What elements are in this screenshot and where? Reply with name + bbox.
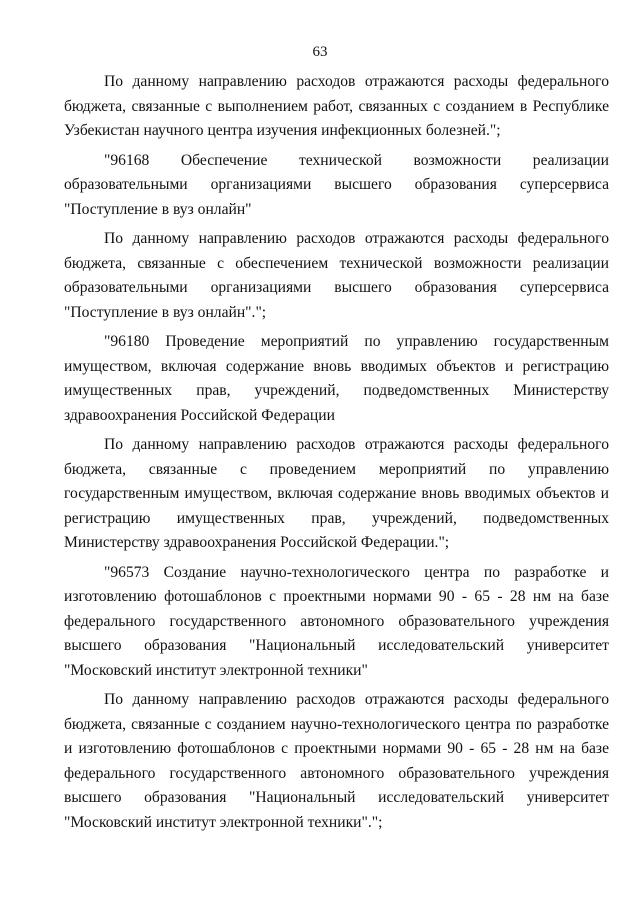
paragraph-3: По данному направлению расходов отражаются расходы федерального бюджета, связанные с обеспечением технической возможности реализации образовательными организациями высшего образования суперсервиса "Поступление в вуз онлайн"."; <box>64 230 609 321</box>
paragraph-7: По данному направлению расходов отражаются расходы федерального бюджета, связанные с созданием научно-технологического центра по разработке и изготовлению фотошаблонов с проектными нормами 90 - 65 - 28 нм на базе федерального государственного автономного образовательного учреждения высшего образования "Национальный исследовательский университет "Московский институт электронной техники"."; <box>64 691 609 831</box>
page-number: 63 <box>312 44 328 60</box>
paragraph-4: "96180 Проведение мероприятий по управлению государственным имуществом, включая содержание вновь вводимых объектов и регистрацию имущественных прав, учреждений, подведомственных Министерству здравоохранения Российской Федерации <box>64 333 609 424</box>
paragraph-1: По данному направлению расходов отражаются расходы федерального бюджета, связанные с выполнением работ, связанных с созданием в Республике Узбекистан научного центра изучения инфекционных болезней."; <box>64 73 609 139</box>
paragraph-5: По данному направлению расходов отражаются расходы федерального бюджета, связанные с проведением мероприятий по управлению государственным имуществом, включая содержание вновь вводимых объектов и регистрацию имущественных прав, учреждений, подведомственных Министерству здравоохранения Российской Федерации."; <box>64 436 609 551</box>
paragraph-2: "96168 Обеспечение технической возможности реализации образовательными организациями высшего образования суперсервиса "Поступление в вуз онлайн" <box>64 151 609 218</box>
paragraph-6: "96573 Создание научно-технологического центра по разработке и изготовлению фотошаблонов с проектными нормами 90 - 65 - 28 нм на базе федерального государственного автономного образовательного учреждения высшего образования "Национальный исследовательский университет "Московский институт электронной техники" <box>64 563 609 679</box>
document-body <box>64 70 609 840</box>
